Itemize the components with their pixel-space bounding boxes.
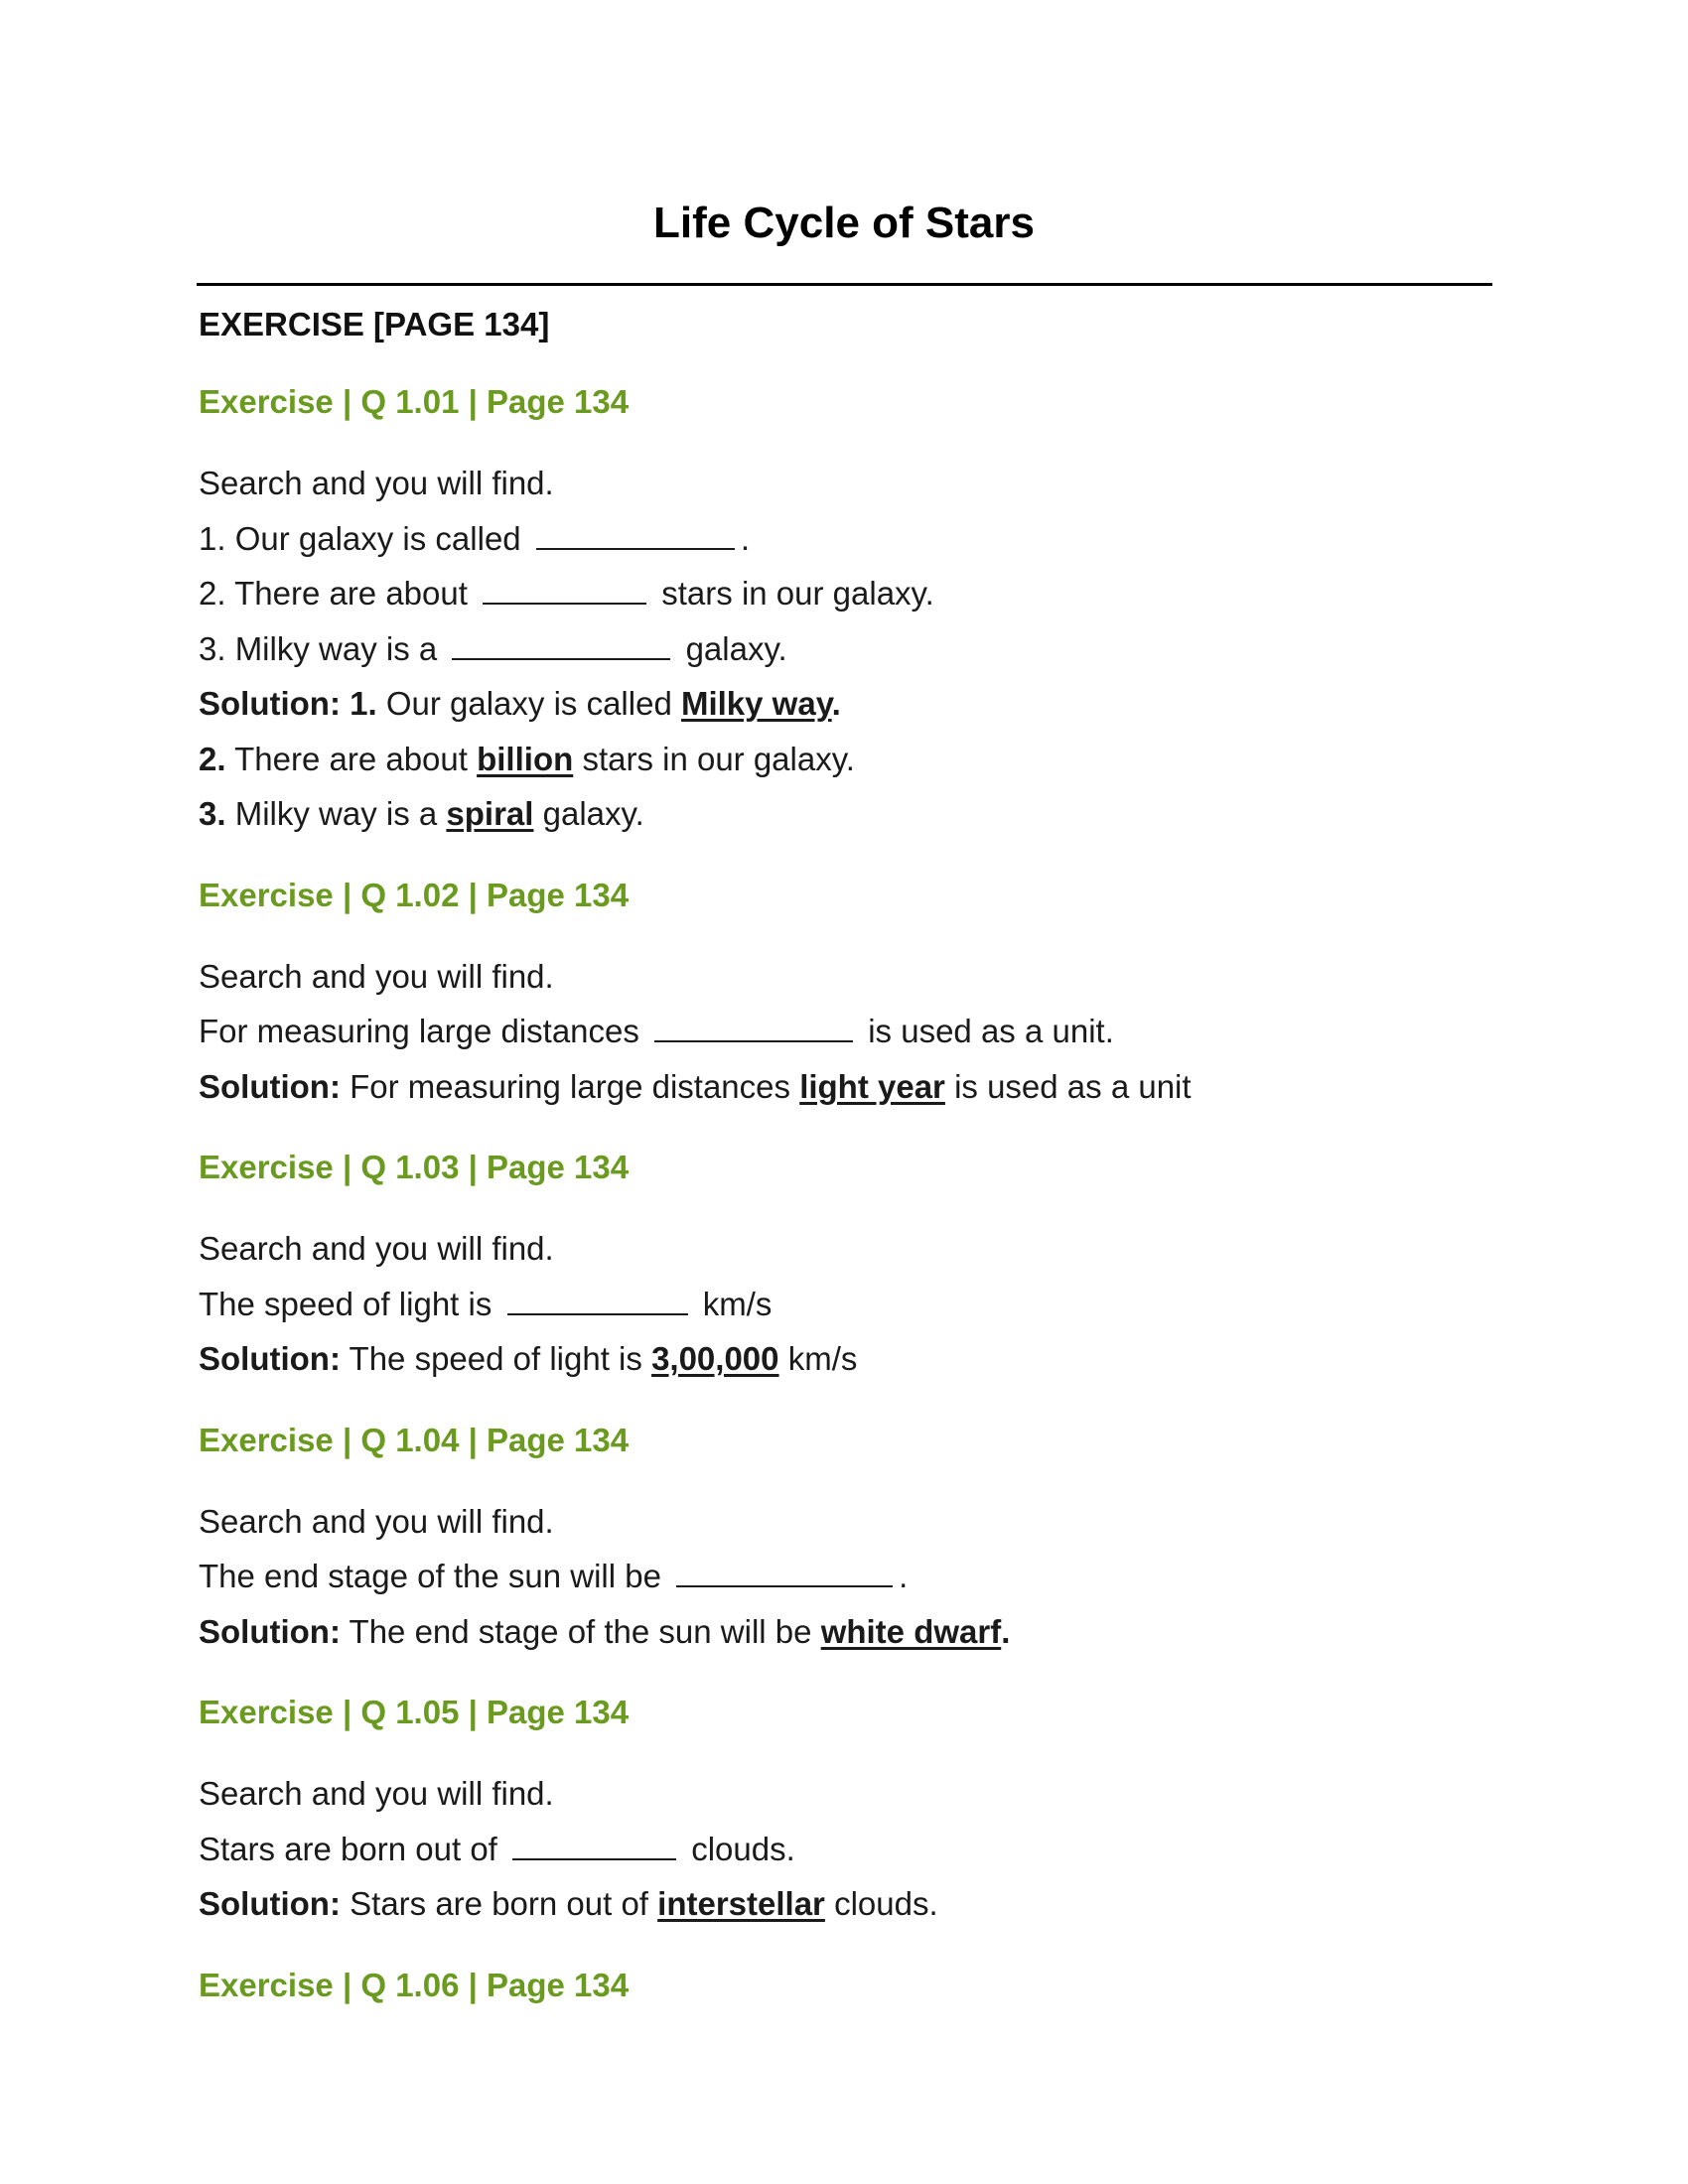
solution-text: clouds. [834,1885,938,1922]
question-item [199,621,1489,677]
solution-label: Solution: [199,1067,341,1105]
question-block-1-04 [199,1419,1489,1660]
document-body [199,303,1489,2039]
solution-text: Milky way is a [234,795,438,832]
solution-text: galaxy. [542,795,644,832]
question-prompt: Search and you will find. [199,465,554,501]
solution-text: Our galaxy is called [385,685,672,722]
question-item [199,1277,1489,1332]
solution-text: The end stage of the sun will be [349,1612,812,1650]
question-item [199,1549,1489,1604]
solution-answer: billion [477,740,574,777]
solution-number: 2. [199,740,226,777]
answer-blank [676,1556,893,1587]
question-prompt: Search and you will find. [199,1502,554,1540]
question-item [199,1822,1489,1877]
title-divider [197,283,1492,286]
answer-blank [483,573,646,605]
question-prompt: Search and you will find. [199,1230,554,1267]
question-prompt: Search and you will find. [199,957,554,995]
question-text: 2. There are about [199,575,468,612]
question-text: is used as a unit. [868,1013,1114,1049]
question-heading: Exercise | Q 1.03 | Page 134 [199,1149,630,1185]
section-heading: EXERCISE [PAGE 134] [199,306,550,342]
solution-label: Solution: [199,1612,341,1650]
solution-answer: white dwarf [820,1612,1002,1650]
question-text: clouds. [691,1830,795,1867]
question-text: The speed of light is [199,1285,492,1322]
solution-line [199,1331,1489,1387]
solution-text: km/s [787,1340,858,1377]
answer-blank [536,518,735,550]
question-item [199,511,1489,567]
solution-line [199,676,1489,732]
solution-text: For measuring large distances [350,1067,791,1105]
solution-text: The speed of light is [349,1340,642,1377]
solution-answer: spiral [446,795,534,832]
question-block-1-06 [199,1964,1489,2007]
question-text: 3. Milky way is a [199,629,438,667]
answer-blank [452,628,670,660]
solution-answer: interstellar [657,1885,825,1922]
solution-line [199,786,1489,842]
solution-number: 1. [350,685,377,722]
solution-text: stars in our galaxy. [582,740,855,777]
question-text: For measuring large distances [199,1013,639,1049]
question-item [199,566,1489,621]
answer-blank [512,1829,676,1860]
answer-blank [654,1011,853,1042]
question-heading: Exercise | Q 1.04 | Page 134 [199,1421,630,1458]
solution-text: Stars are born out of [350,1885,648,1922]
question-block-1-05 [199,1691,1489,1932]
solution-line [199,1059,1489,1115]
solution-number: 3. [199,795,226,832]
question-text: stars in our galaxy. [661,575,934,612]
page-title: Life Cycle of Stars [653,199,1035,247]
answer-blank [507,1284,688,1315]
question-heading: Exercise | Q 1.06 | Page 134 [199,1966,630,2003]
question-heading: Exercise | Q 1.02 | Page 134 [199,876,630,913]
question-text: 1. Our galaxy is called [199,519,521,557]
question-block-1-01 [199,380,1489,842]
question-text: The end stage of the sun will be [199,1558,661,1594]
solution-answer: light year [799,1067,945,1105]
solution-line [199,732,1489,787]
question-item [199,1004,1489,1059]
question-heading: Exercise | Q 1.01 | Page 134 [199,383,630,420]
question-text: Stars are born out of [199,1830,497,1867]
question-prompt: Search and you will find. [199,1775,554,1812]
solution-line [199,1604,1489,1660]
question-text: . [899,1558,909,1594]
question-text: . [740,519,750,557]
solution-label: Solution: [199,1885,341,1922]
solution-text: . [831,685,841,722]
question-block-1-03 [199,1146,1489,1387]
solution-answer: 3,00,000 [651,1340,779,1377]
solution-label: Solution: [199,685,341,722]
solution-text: . [1001,1612,1011,1650]
question-text: km/s [702,1285,773,1322]
solution-label: Solution: [199,1340,341,1377]
question-text: galaxy. [685,629,787,667]
question-block-1-02 [199,874,1489,1115]
solution-line [199,1876,1489,1932]
solution-answer: Milky way [680,685,832,722]
solution-text: is used as a unit [954,1067,1192,1105]
question-heading: Exercise | Q 1.05 | Page 134 [199,1694,630,1730]
solution-text: There are about [234,740,468,777]
